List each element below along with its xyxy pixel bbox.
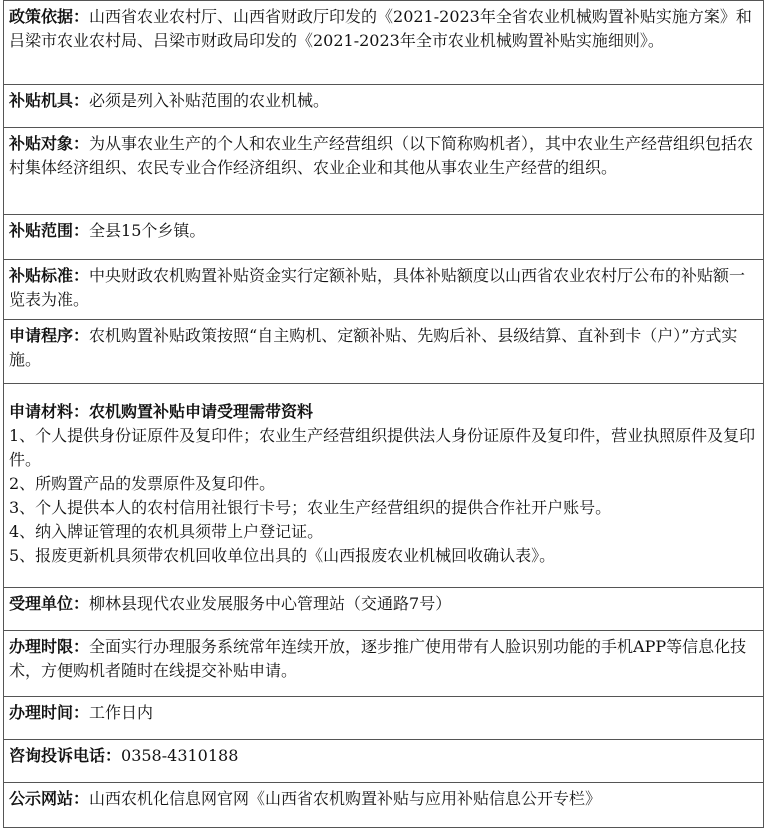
row-label: 公示网站： xyxy=(9,789,90,808)
row-label: 补贴对象： xyxy=(9,134,90,153)
materials-title: 申请材料：农机购置补贴申请受理需带资料 xyxy=(9,402,314,421)
row-label: 办理时间： xyxy=(9,703,90,722)
row-office-hours xyxy=(3,697,764,740)
row-label: 咨询投诉电话： xyxy=(9,746,122,765)
row-text: 为从事农业生产的个人和农业生产经营组织（以下简称购机者），其中农业生产经营组织包括农村集体经济组织、农民专业合作经济组织、农业企业和其他从事农业生产经营的组织。 xyxy=(9,134,754,177)
row-text: 全面实行办理服务系统常年连续开放，逐步推广使用带有人脸识别功能的手机APP等信息化技术，方便购机者随时在线提交补贴申请。 xyxy=(9,637,747,680)
row-label: 受理单位： xyxy=(9,594,90,613)
row-text: 柳林县现代农业发展服务中心管理站（交通路7号） xyxy=(89,594,452,613)
row-label: 补贴范围： xyxy=(9,221,90,240)
row-text: 全县15个乡镇。 xyxy=(89,221,206,240)
row-subsidy-target xyxy=(3,128,764,215)
row-text: 农机购置补贴政策按照“自主购机、定额补贴、先购后补、县级结算、直补到卡（户）”方式实施。 xyxy=(9,326,738,369)
row-text: 0358-4310188 xyxy=(121,746,239,765)
row-label: 补贴标准： xyxy=(9,266,90,285)
row-application-procedure xyxy=(3,320,764,384)
materials-item: 4、纳入牌证管理的农机具须带上户登记证。 xyxy=(9,522,324,541)
row-text: 山西农机化信息网官网《山西省农机购置补贴与应用补贴信息公开专栏》 xyxy=(89,789,602,808)
row-label: 办理时限： xyxy=(9,637,90,656)
row-subsidy-scope xyxy=(3,215,764,260)
row-text: 必须是列入补贴范围的农业机械。 xyxy=(89,91,330,110)
row-label: 补贴机具： xyxy=(9,91,90,110)
row-label: 政策依据： xyxy=(9,7,90,26)
row-public-website xyxy=(3,783,764,828)
materials-item: 3、个人提供本人的农村信用社银行卡号；农业生产经营组织的提供合作社开户账号。 xyxy=(9,498,612,517)
row-text: 中央财政农机购置补贴资金实行定额补贴，具体补贴额度以山西省农业农村厅公布的补贴额一览表为准。 xyxy=(9,266,746,309)
row-policy-basis xyxy=(3,0,764,85)
row-subsidy-standard xyxy=(3,260,764,320)
row-subsidy-machinery xyxy=(3,85,764,128)
row-text: 工作日内 xyxy=(89,703,154,722)
row-label: 申请程序： xyxy=(9,326,90,345)
row-processing-time-limit xyxy=(3,631,764,697)
row-accepting-unit xyxy=(3,588,764,631)
materials-item: 5、报废更新机具须带农机回收单位出具的《山西报废农业机械回收确认表》。 xyxy=(9,546,556,565)
materials-item: 2、所购置产品的发票原件及复印件。 xyxy=(9,474,276,493)
row-complaint-phone xyxy=(3,740,764,783)
row-application-materials xyxy=(3,384,764,588)
materials-item: 1、个人提供身份证原件及复印件；农业生产经营组织提供法人身份证原件及复印件，营业执照原件及复印件。 xyxy=(9,426,756,469)
row-text: 山西省农业农村厅、山西省财政厅印发的《2021-2023年全省农业机械购置补贴实施方案》和吕梁市农业农村局、吕梁市财政局印发的《2021-2023年全市农业机械购置补贴实施细则》。 xyxy=(9,7,752,50)
